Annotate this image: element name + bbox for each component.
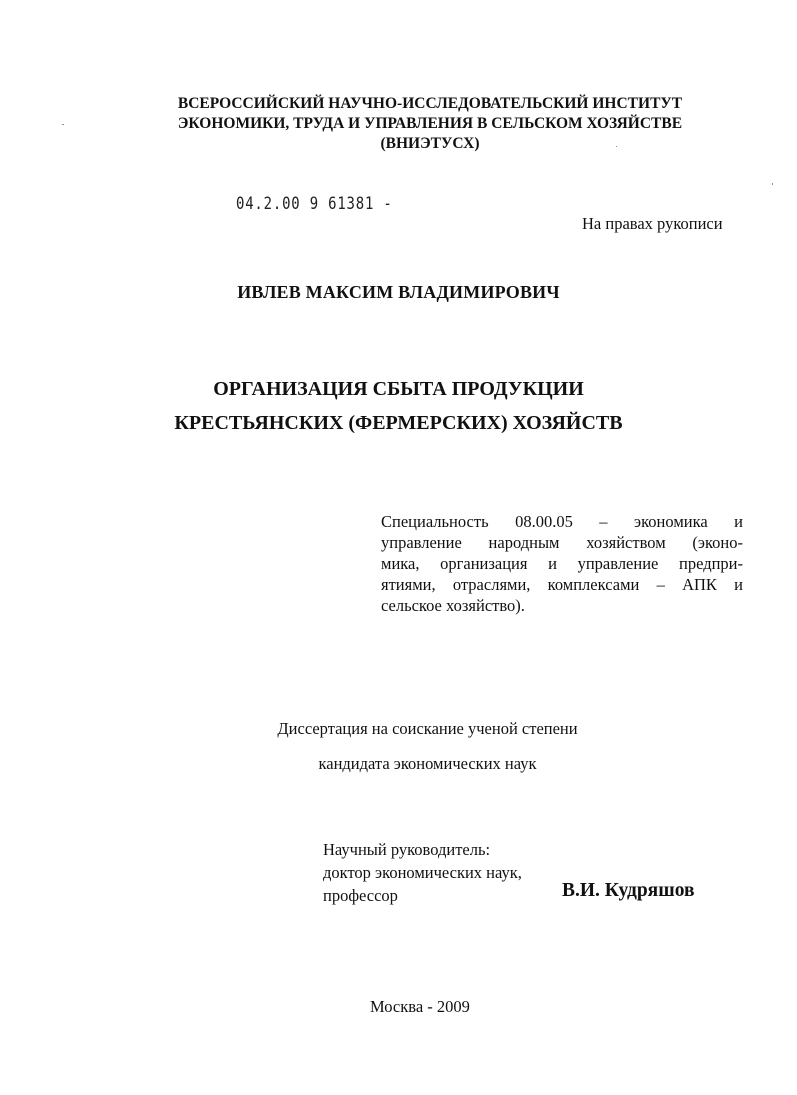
institute-line-2: ЭКОНОМИКИ, ТРУДА И УПРАВЛЕНИЯ В СЕЛЬСКОМ ХОЗЯЙСТВЕ bbox=[177, 115, 683, 132]
registration-stamp-number: 04.2.00 9 61381 - bbox=[236, 194, 393, 214]
scan-speck bbox=[616, 146, 617, 147]
dissertation-title bbox=[0, 372, 797, 440]
institute-header bbox=[60, 94, 797, 154]
supervisor-rank: профессор bbox=[323, 886, 398, 905]
specialty-block bbox=[381, 511, 743, 616]
degree-statement bbox=[0, 711, 797, 781]
title-line-1: ОРГАНИЗАЦИЯ СБЫТА ПРОДУКЦИИ bbox=[213, 378, 584, 400]
institute-abbreviation: (ВНИЭТУСХ) bbox=[380, 135, 480, 152]
supervisor-name: В.И. Кудряшов bbox=[562, 880, 695, 901]
supervisor-degree: доктор экономических наук, bbox=[323, 863, 522, 882]
specialty-line-4: ятиями, отраслями, комплексами – АПК и bbox=[381, 575, 743, 594]
specialty-line-5: сельское хозяйство). bbox=[381, 596, 525, 615]
supervisor-block bbox=[323, 838, 522, 907]
specialty-line-1: Специальность 08.00.05 – экономика и bbox=[381, 512, 743, 531]
title-line-2: КРЕСТЬЯНСКИХ (ФЕРМЕРСКИХ) ХОЗЯЙСТВ bbox=[174, 412, 623, 434]
place-and-year: Москва - 2009 bbox=[370, 997, 470, 1016]
specialty-line-3: мика, организация и управление предпри- bbox=[381, 554, 743, 573]
supervisor-label: Научный руководитель: bbox=[323, 840, 491, 859]
rights-note: На правах рукописи bbox=[582, 214, 723, 233]
scan-speck bbox=[62, 124, 64, 125]
degree-line-2: кандидата экономических наук bbox=[318, 754, 537, 773]
author-name: ИВЛЕВ МАКСИМ ВЛАДИМИРОВИЧ bbox=[237, 282, 560, 302]
scan-speck bbox=[772, 183, 773, 185]
institute-line-1: ВСЕРОССИЙСКИЙ НАУЧНО-ИССЛЕДОВАТЕЛЬСКИЙ ИНСТИТУТ bbox=[177, 95, 683, 112]
degree-line-1: Диссертация на соискание ученой степени bbox=[277, 719, 578, 738]
specialty-line-2: управление народным хозяйством (эконо- bbox=[381, 533, 743, 552]
